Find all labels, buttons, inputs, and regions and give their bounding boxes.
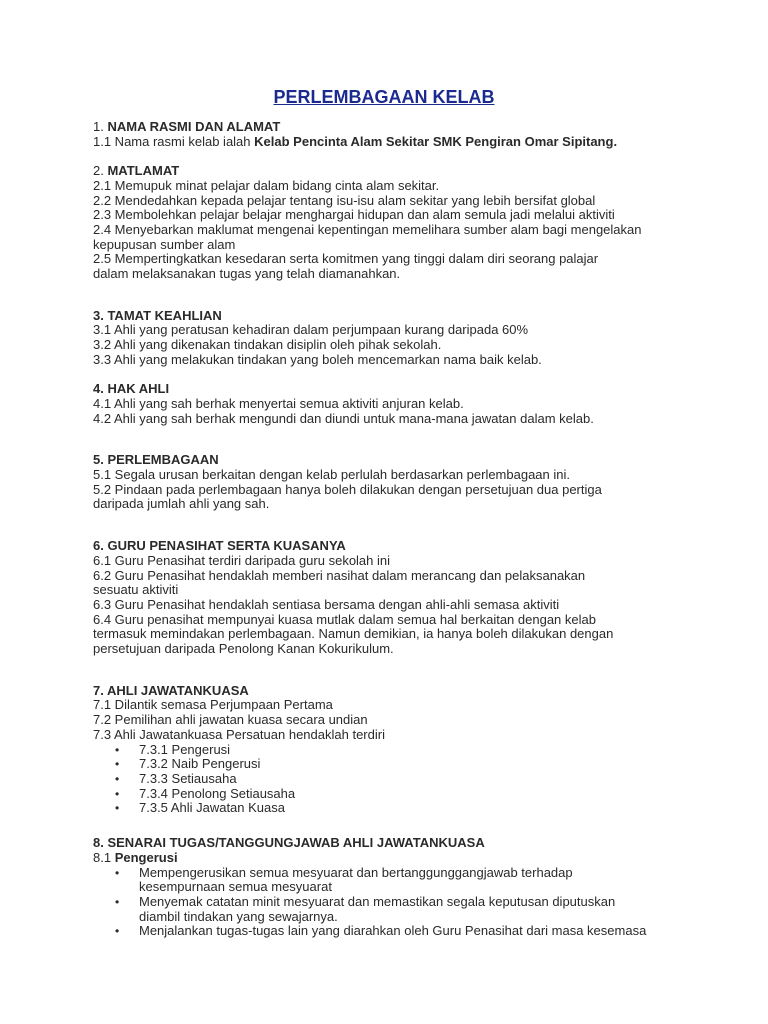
- list-item: • 7.3.5 Ahli Jawatan Kuasa: [93, 801, 693, 816]
- list-item: • Menyemak catatan minit mesyuarat dan memastikan segala keputusan diputuskan diambil tindakan yang sewajarnya.: [93, 895, 649, 924]
- section-3: [93, 309, 693, 368]
- section-6: [93, 539, 693, 657]
- section-5: [93, 453, 693, 512]
- section-2-item: 2.5 Mempertingkatkan kesedaran serta komitmen yang tinggi dalam diri seorang palajar dalam melaksanakan tugas yang telah diamanahkan.: [93, 251, 599, 282]
- section-1-heading: NAMA RASMI DAN ALAMAT: [107, 119, 281, 134]
- section-3-item: 3.1 Ahli yang peratusan kehadiran dalam perjumpaan kurang daripada 60%: [93, 322, 529, 338]
- section-6-item: 6.2 Guru Penasihat hendaklah memberi nasihat dalam merancang dan pelaksanakan sesuatu aktiviti: [93, 567, 586, 598]
- section-1-item-1-text: 1.1 Nama rasmi kelab ialah: [93, 133, 251, 149]
- document-body: [93, 120, 693, 939]
- document-title: PERLEMBAGAAN KELAB: [273, 87, 495, 107]
- section-5-item: 5.1 Segala urusan berkaitan dengan kelab perlulah berdasarkan perlembagaan ini.: [93, 467, 571, 483]
- section-6-item: 6.4 Guru penasihat mempunyai kuasa mutlak dalam semua hal berkaitan dengan kelab termasuk memindakan perlembagaan. Namun demikian, ia hanya boleh dilakukan dengan persetujuan daripada Penolong Kanan Kokurikulum.: [93, 611, 614, 657]
- chairman-duties-list: [93, 866, 693, 940]
- section-4: [93, 382, 693, 426]
- list-item: • Menjalankan tugas-tugas lain yang diarahkan oleh Guru Penasihat dari masa kesemasa: [93, 924, 693, 939]
- section-4-item: 4.1 Ahli yang sah berhak menyertai semua aktiviti anjuran kelab.: [93, 395, 464, 411]
- section-8-1-label: Pengerusi: [114, 849, 178, 865]
- section-6-item: 6.1 Guru Penasihat terdiri daripada guru sekolah ini: [93, 552, 391, 568]
- section-2-item: 2.4 Menyebarkan maklumat mengenai kepentingan memelihara sumber alam bagi mengelakan kepupusan sumber alam: [93, 221, 642, 252]
- list-item: • 7.3.2 Naib Pengerusi: [93, 757, 693, 772]
- list-item: • 7.3.3 Setiausaha: [93, 772, 693, 787]
- section-7-item: 7.1 Dilantik semasa Perjumpaan Pertama: [93, 697, 333, 713]
- section-2-item: 2.1 Memupuk minat pelajar dalam bidang cinta alam sekitar.: [93, 177, 440, 193]
- section-3-heading: 3. TAMAT KEAHLIAN: [93, 307, 222, 323]
- list-item: • 7.3.4 Penolong Setiausaha: [93, 787, 693, 802]
- section-7-item: 7.3 Ahli Jawatankuasa Persatuan hendaklah terdiri: [93, 726, 385, 742]
- section-8: [93, 836, 693, 939]
- committee-positions-list: [93, 743, 693, 817]
- section-7-item: 7.2 Pemilihan ahli jawatan kuasa secara undian: [93, 712, 368, 728]
- section-4-item: 4.2 Ahli yang sah berhak mengundi dan diundi untuk mana-mana jawatan dalam kelab.: [93, 410, 594, 426]
- section-4-heading: 4. HAK AHLI: [93, 381, 170, 397]
- list-item: • 7.3.1 Pengerusi: [93, 743, 693, 758]
- section-5-heading: 5. PERLEMBAGAAN: [93, 452, 219, 468]
- section-3-item: 3.2 Ahli yang dikenakan tindakan disiplin oleh pihak sekolah.: [93, 337, 442, 353]
- club-official-name: Kelab Pencinta Alam Sekitar SMK Pengiran Omar Sipitang.: [254, 133, 618, 149]
- section-1-number: 1.: [93, 119, 104, 134]
- section-1: [93, 120, 693, 149]
- section-8-heading: 8. SENARAI TUGAS/TANGGUNGJAWAB AHLI JAWATANKUASA: [93, 835, 485, 851]
- section-7: [93, 684, 693, 816]
- list-item: • Mempengerusikan semua mesyuarat dan bertanggunggangjawab terhadap kesempurnaan semua mesyuarat: [93, 866, 599, 895]
- section-2-item: 2.2 Mendedahkan kepada pelajar tentang isu-isu alam sekitar yang lebih bersifat global: [93, 192, 596, 208]
- section-3-item: 3.3 Ahli yang melakukan tindakan yang boleh mencemarkan nama baik kelab.: [93, 351, 542, 367]
- section-2: [93, 164, 693, 282]
- section-5-item: 5.2 Pindaan pada perlembagaan hanya boleh dilakukan dengan persetujuan dua pertiga daripada jumlah ahli yang sah.: [93, 481, 602, 512]
- section-2-heading: MATLAMAT: [107, 163, 180, 179]
- section-8-1-number: 8.1: [93, 849, 112, 865]
- section-6-item: 6.3 Guru Penasihat hendaklah sentiasa bersama dengan ahli-ahli semasa aktiviti: [93, 596, 560, 612]
- section-2-number: 2.: [93, 163, 104, 179]
- section-6-heading: 6. GURU PENASIHAT SERTA KUASANYA: [93, 538, 346, 554]
- section-2-item: 2.3 Membolehkan pelajar belajar menghargai hidupan dan alam semula jadi melalui aktiviti: [93, 207, 615, 223]
- section-7-heading: 7. AHLI JAWATANKUASA: [93, 682, 249, 698]
